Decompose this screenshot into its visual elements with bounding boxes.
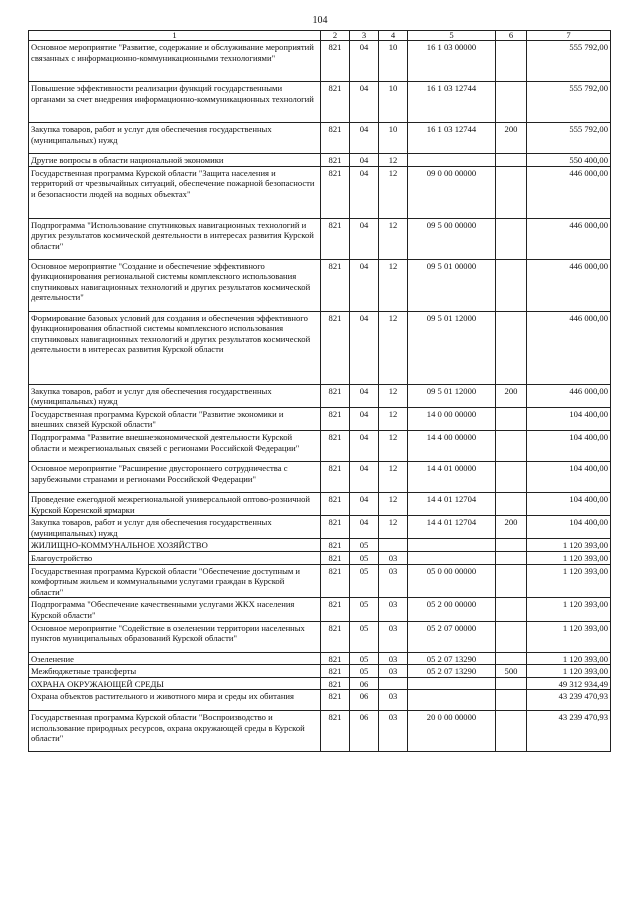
table-row xyxy=(29,564,611,598)
row-name: ОХРАНА ОКРУЖАЮЩЕЙ СРЕДЫ xyxy=(29,677,321,690)
row-grbs: 821 xyxy=(321,166,350,218)
row-grbs: 821 xyxy=(321,516,350,539)
row-sum: 43 239 470,93 xyxy=(527,711,611,752)
column-header: 5 xyxy=(408,31,496,41)
table-row xyxy=(29,430,611,461)
row-subsection: 03 xyxy=(379,665,408,678)
column-header: 2 xyxy=(321,31,350,41)
row-section: 04 xyxy=(350,384,379,407)
row-section: 04 xyxy=(350,123,379,154)
row-grbs: 821 xyxy=(321,551,350,564)
row-section: 05 xyxy=(350,551,379,564)
row-grbs: 821 xyxy=(321,430,350,461)
page-number: 104 xyxy=(312,15,328,26)
row-name: Озеленение xyxy=(29,652,321,665)
column-header: 6 xyxy=(496,31,527,41)
row-sum: 555 792,00 xyxy=(527,82,611,123)
row-sum: 1 120 393,00 xyxy=(527,564,611,598)
row-grbs: 821 xyxy=(321,218,350,259)
table-row xyxy=(29,41,611,82)
row-expense-type xyxy=(496,311,527,384)
row-grbs: 821 xyxy=(321,82,350,123)
row-expense-type xyxy=(496,551,527,564)
row-subsection: 03 xyxy=(379,711,408,752)
row-sum: 104 400,00 xyxy=(527,516,611,539)
row-section: 04 xyxy=(350,166,379,218)
row-grbs: 821 xyxy=(321,123,350,154)
row-sum: 1 120 393,00 xyxy=(527,539,611,552)
row-target-article: 05 2 07 00000 xyxy=(408,621,496,652)
row-grbs: 821 xyxy=(321,711,350,752)
budget-table xyxy=(28,30,611,752)
row-target-article: 09 5 01 00000 xyxy=(408,259,496,311)
row-expense-type xyxy=(496,598,527,621)
row-target-article xyxy=(408,154,496,167)
row-sum: 446 000,00 xyxy=(527,218,611,259)
row-name: Повышение эффективности реализации функций государственными органами за счет внедрения информационно-коммуникационных технологий xyxy=(29,82,321,123)
row-sum: 446 000,00 xyxy=(527,384,611,407)
row-expense-type xyxy=(496,539,527,552)
row-grbs: 821 xyxy=(321,539,350,552)
row-target-article: 09 5 01 12000 xyxy=(408,384,496,407)
table-row xyxy=(29,516,611,539)
table-row xyxy=(29,551,611,564)
row-section: 04 xyxy=(350,461,379,492)
row-section: 04 xyxy=(350,516,379,539)
row-sum: 446 000,00 xyxy=(527,166,611,218)
row-grbs: 821 xyxy=(321,652,350,665)
row-target-article xyxy=(408,551,496,564)
row-sum: 555 792,00 xyxy=(527,123,611,154)
row-name: Основное мероприятие "Создание и обеспечение эффективного функционирования региональной системы комплексного использования спутниковых навигационных технологий и других результатов космической деятельности" xyxy=(29,259,321,311)
row-target-article: 16 1 03 12744 xyxy=(408,123,496,154)
row-grbs: 821 xyxy=(321,621,350,652)
row-section: 04 xyxy=(350,430,379,461)
row-expense-type: 200 xyxy=(496,516,527,539)
row-subsection: 10 xyxy=(379,41,408,82)
column-header: 1 xyxy=(29,31,321,41)
row-subsection: 03 xyxy=(379,652,408,665)
row-expense-type xyxy=(496,259,527,311)
row-section: 04 xyxy=(350,41,379,82)
table-body xyxy=(29,31,611,752)
row-target-article: 09 5 00 00000 xyxy=(408,218,496,259)
table-row xyxy=(29,154,611,167)
header-row xyxy=(29,31,611,41)
row-subsection: 12 xyxy=(379,384,408,407)
table-row xyxy=(29,384,611,407)
row-subsection: 03 xyxy=(379,551,408,564)
row-grbs: 821 xyxy=(321,677,350,690)
row-name: Формирование базовых условий для создания и обеспечения эффективного функционирования областной системы комплексного использования спутниковых навигационных технологий и других результатов космической деятельности в интересах развития Курской области xyxy=(29,311,321,384)
row-section: 04 xyxy=(350,154,379,167)
row-section: 04 xyxy=(350,259,379,311)
table-row xyxy=(29,621,611,652)
row-name: Межбюджетные трансферты xyxy=(29,665,321,678)
row-expense-type xyxy=(496,41,527,82)
row-subsection: 03 xyxy=(379,690,408,711)
row-grbs: 821 xyxy=(321,665,350,678)
column-header: 7 xyxy=(527,31,611,41)
row-expense-type xyxy=(496,621,527,652)
row-sum: 1 120 393,00 xyxy=(527,598,611,621)
row-name: ЖИЛИЩНО-КОММУНАЛЬНОЕ ХОЗЯЙСТВО xyxy=(29,539,321,552)
row-target-article: 14 4 00 00000 xyxy=(408,430,496,461)
row-sum: 104 400,00 xyxy=(527,430,611,461)
row-sum: 49 312 934,49 xyxy=(527,677,611,690)
row-subsection: 12 xyxy=(379,407,408,430)
row-sum: 43 239 470,93 xyxy=(527,690,611,711)
table-row xyxy=(29,690,611,711)
row-expense-type xyxy=(496,652,527,665)
row-section: 05 xyxy=(350,665,379,678)
row-section: 05 xyxy=(350,652,379,665)
table-row xyxy=(29,711,611,752)
row-expense-type xyxy=(496,461,527,492)
row-subsection: 12 xyxy=(379,166,408,218)
row-subsection: 12 xyxy=(379,516,408,539)
row-subsection: 10 xyxy=(379,82,408,123)
row-name: Закупка товаров, работ и услуг для обеспечения государственных (муниципальных) нужд xyxy=(29,123,321,154)
row-target-article xyxy=(408,539,496,552)
row-target-article xyxy=(408,690,496,711)
row-grbs: 821 xyxy=(321,41,350,82)
row-sum: 104 400,00 xyxy=(527,407,611,430)
table-row xyxy=(29,82,611,123)
row-subsection: 12 xyxy=(379,311,408,384)
column-header: 3 xyxy=(350,31,379,41)
row-subsection: 12 xyxy=(379,492,408,515)
row-expense-type xyxy=(496,430,527,461)
table-row xyxy=(29,665,611,678)
table-row xyxy=(29,407,611,430)
row-target-article: 14 4 01 00000 xyxy=(408,461,496,492)
table-row xyxy=(29,598,611,621)
row-section: 06 xyxy=(350,690,379,711)
row-subsection xyxy=(379,677,408,690)
row-expense-type xyxy=(496,82,527,123)
row-expense-type xyxy=(496,166,527,218)
row-expense-type xyxy=(496,154,527,167)
row-section: 04 xyxy=(350,218,379,259)
row-subsection: 12 xyxy=(379,218,408,259)
row-sum: 104 400,00 xyxy=(527,492,611,515)
row-sum: 1 120 393,00 xyxy=(527,665,611,678)
row-target-article: 16 1 03 12744 xyxy=(408,82,496,123)
row-name: Основное мероприятие "Расширение двустороннего сотрудничества с зарубежными странами и регионами Российской Федерации" xyxy=(29,461,321,492)
row-target-article: 05 2 07 13290 xyxy=(408,665,496,678)
row-target-article: 05 2 00 00000 xyxy=(408,598,496,621)
row-expense-type: 500 xyxy=(496,665,527,678)
row-target-article: 14 0 00 00000 xyxy=(408,407,496,430)
row-sum: 1 120 393,00 xyxy=(527,652,611,665)
row-grbs: 821 xyxy=(321,311,350,384)
table-row xyxy=(29,259,611,311)
table-row xyxy=(29,677,611,690)
row-section: 05 xyxy=(350,539,379,552)
row-name: Государственная программа Курской области "Развитие экономики и внешних связей Курской области" xyxy=(29,407,321,430)
row-subsection: 12 xyxy=(379,259,408,311)
row-expense-type: 200 xyxy=(496,384,527,407)
row-section: 05 xyxy=(350,598,379,621)
row-section: 06 xyxy=(350,677,379,690)
row-expense-type: 200 xyxy=(496,123,527,154)
row-subsection: 03 xyxy=(379,564,408,598)
row-section: 04 xyxy=(350,82,379,123)
table-row xyxy=(29,461,611,492)
row-name: Подпрограмма "Использование спутниковых навигационных технологий и других результатов космической деятельности в интересах развития Курской области" xyxy=(29,218,321,259)
row-expense-type xyxy=(496,564,527,598)
row-expense-type xyxy=(496,677,527,690)
row-subsection: 12 xyxy=(379,154,408,167)
table-row xyxy=(29,166,611,218)
row-section: 04 xyxy=(350,311,379,384)
row-expense-type xyxy=(496,492,527,515)
row-subsection: 03 xyxy=(379,621,408,652)
row-section: 06 xyxy=(350,711,379,752)
row-section: 05 xyxy=(350,621,379,652)
row-grbs: 821 xyxy=(321,690,350,711)
table-row xyxy=(29,218,611,259)
row-name: Благоустройство xyxy=(29,551,321,564)
row-name: Основное мероприятие "Развитие, содержание и обслуживание мероприятий связанных с информационно-коммуникационными технологиями" xyxy=(29,41,321,82)
row-target-article xyxy=(408,677,496,690)
row-target-article: 14 4 01 12704 xyxy=(408,516,496,539)
column-header: 4 xyxy=(379,31,408,41)
row-expense-type xyxy=(496,690,527,711)
row-sum: 104 400,00 xyxy=(527,461,611,492)
row-target-article: 05 0 00 00000 xyxy=(408,564,496,598)
row-name: Закупка товаров, работ и услуг для обеспечения государственных (муниципальных) нужд xyxy=(29,384,321,407)
row-name: Государственная программа Курской области "Обеспечение доступным и комфортным жильем и коммунальными услугами граждан в Курской области" xyxy=(29,564,321,598)
row-grbs: 821 xyxy=(321,564,350,598)
row-name: Подпрограмма "Развитие внешнеэкономической деятельности Курской области и межрегиональных связей с регионами Российской Федерации" xyxy=(29,430,321,461)
row-subsection: 12 xyxy=(379,461,408,492)
table-row xyxy=(29,492,611,515)
row-sum: 555 792,00 xyxy=(527,41,611,82)
row-name: Государственная программа Курской области "Защита населения и территорий от чрезвычайных ситуаций, обеспечение пожарной безопасности и безопасности людей на водных объектах" xyxy=(29,166,321,218)
row-section: 05 xyxy=(350,564,379,598)
row-name: Основное мероприятие "Содействие в озеленении территории населенных пунктов муниципальных образований Курской области" xyxy=(29,621,321,652)
row-expense-type xyxy=(496,218,527,259)
row-name: Проведение ежегодной межрегиональной универсальной оптово-розничной Курской Коренской ярмарки xyxy=(29,492,321,515)
row-grbs: 821 xyxy=(321,492,350,515)
row-sum: 446 000,00 xyxy=(527,311,611,384)
table-row xyxy=(29,539,611,552)
row-grbs: 821 xyxy=(321,384,350,407)
table-row xyxy=(29,652,611,665)
row-subsection: 10 xyxy=(379,123,408,154)
row-section: 04 xyxy=(350,407,379,430)
row-section: 04 xyxy=(350,492,379,515)
row-subsection: 12 xyxy=(379,430,408,461)
row-sum: 446 000,00 xyxy=(527,259,611,311)
row-name: Закупка товаров, работ и услуг для обеспечения государственных (муниципальных) нужд xyxy=(29,516,321,539)
row-target-article: 16 1 03 00000 xyxy=(408,41,496,82)
row-grbs: 821 xyxy=(321,154,350,167)
row-expense-type xyxy=(496,407,527,430)
row-target-article: 05 2 07 13290 xyxy=(408,652,496,665)
row-target-article: 09 5 01 12000 xyxy=(408,311,496,384)
row-sum: 1 120 393,00 xyxy=(527,621,611,652)
row-name: Другие вопросы в области национальной экономики xyxy=(29,154,321,167)
row-name: Охрана объектов растительного и животного мира и среды их обитания xyxy=(29,690,321,711)
row-sum: 550 400,00 xyxy=(527,154,611,167)
row-name: Подпрограмма "Обеспечение качественными услугами ЖКХ населения Курской области" xyxy=(29,598,321,621)
row-sum: 1 120 393,00 xyxy=(527,551,611,564)
table-row xyxy=(29,123,611,154)
row-grbs: 821 xyxy=(321,598,350,621)
row-grbs: 821 xyxy=(321,407,350,430)
row-target-article: 20 0 00 00000 xyxy=(408,711,496,752)
row-expense-type xyxy=(496,711,527,752)
table-row xyxy=(29,311,611,384)
row-subsection: 03 xyxy=(379,598,408,621)
row-name: Государственная программа Курской области "Воспроизводство и использование природных ресурсов, охрана окружающей среды в Курской области" xyxy=(29,711,321,752)
row-grbs: 821 xyxy=(321,461,350,492)
row-grbs: 821 xyxy=(321,259,350,311)
row-subsection xyxy=(379,539,408,552)
row-target-article: 09 0 00 00000 xyxy=(408,166,496,218)
row-target-article: 14 4 01 12704 xyxy=(408,492,496,515)
